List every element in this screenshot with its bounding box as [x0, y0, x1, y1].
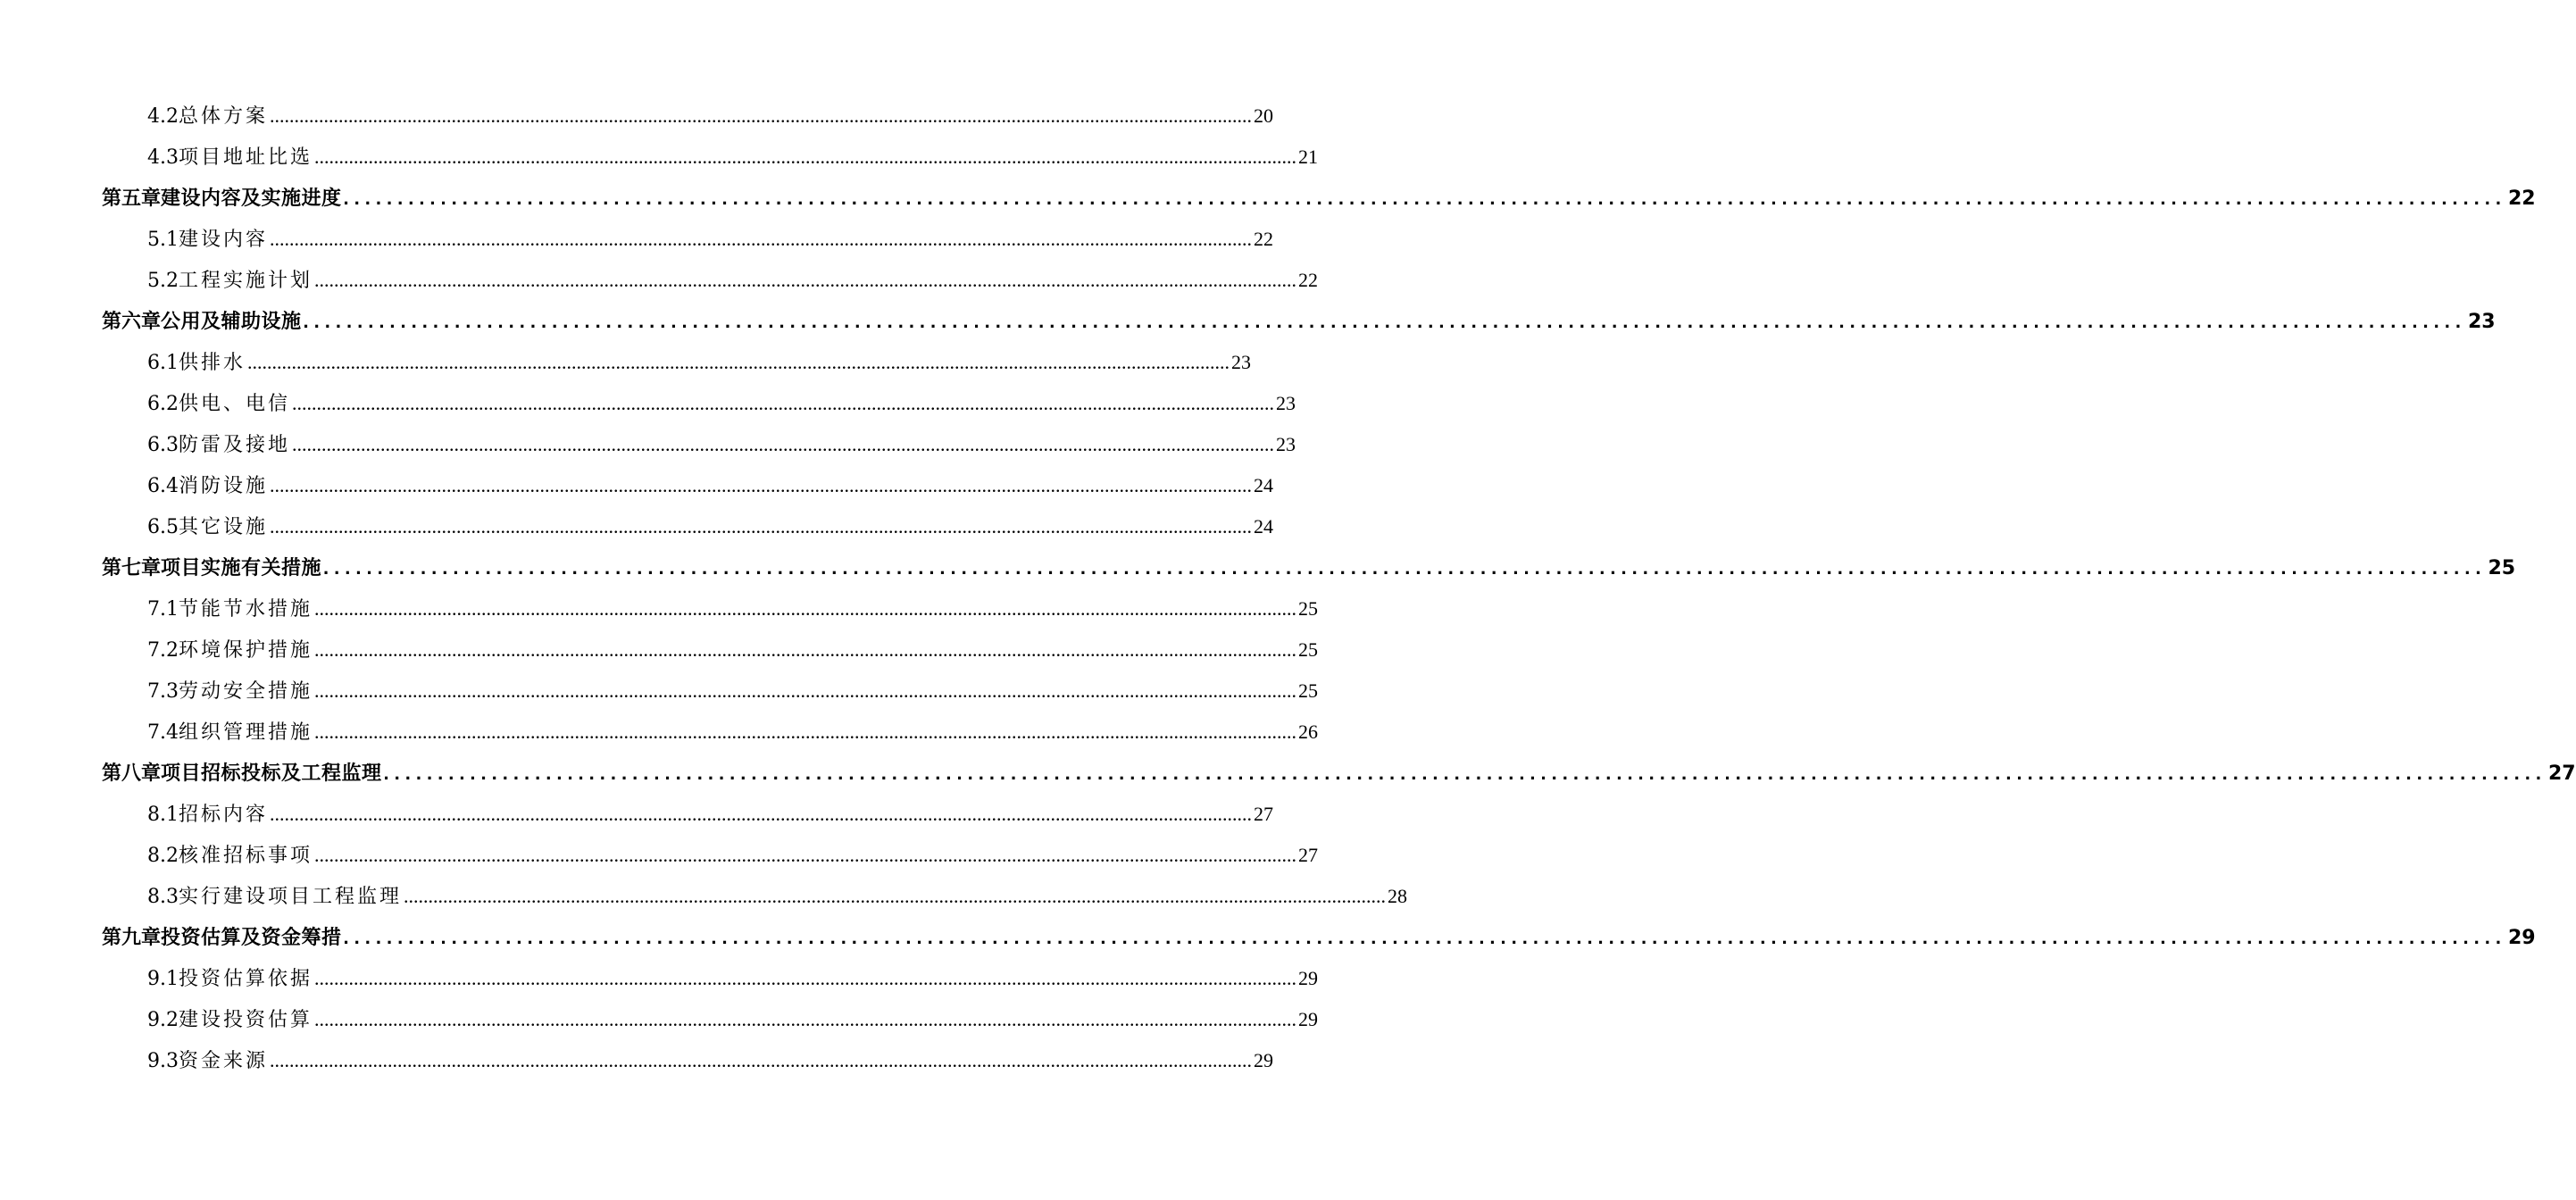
toc-entry-page: 25: [1298, 638, 1319, 661]
toc-entry-title: 总体方案: [179, 105, 269, 128]
toc-chapter-page: 27: [2548, 762, 2576, 785]
toc-leader-dots: ........................................................................................................................................................................................................: [314, 721, 1297, 743]
toc-entry-number: 8.1: [147, 804, 179, 826]
toc-leader-dots: ........................................................................................................................................................................................................: [404, 885, 1387, 907]
toc-chapter-page: 25: [2488, 557, 2516, 579]
toc-leader-dots: ........................................................................................................................................................................................................: [270, 104, 1253, 127]
toc-entry[interactable]: [102, 137, 1319, 178]
toc-leader-dots: ........................................................................................................................................................................................................: [292, 392, 1275, 414]
toc-entry-number: 8.2: [147, 845, 179, 867]
toc-leader-dots: ........................................................................................................................................................................................................: [270, 515, 1253, 538]
toc-entry-page: 24: [1254, 515, 1274, 538]
toc-chapter-number: 第六章: [102, 311, 162, 333]
toc-entry-page: 29: [1298, 967, 1319, 989]
toc-entry[interactable]: [102, 96, 1274, 137]
toc-entry[interactable]: [102, 835, 1319, 876]
toc-entry-number: 5.1: [147, 229, 179, 251]
toc-leader-dots: ........................................................................................................................................................................................................: [303, 310, 2466, 332]
toc-entry-title: 环境保护措施: [179, 639, 313, 662]
toc-entry[interactable]: [102, 876, 1408, 917]
toc-entry-title: 供电、电信: [179, 393, 291, 415]
toc-entry[interactable]: [102, 506, 1274, 547]
toc-entry-page: 28: [1388, 885, 1408, 907]
toc-entry-number: 7.1: [147, 598, 179, 621]
toc-chapter-title: 项目招标投标及工程监理: [161, 762, 382, 785]
toc-leader-dots: ........................................................................................................................................................................................................: [314, 967, 1297, 989]
toc-entry-page: 29: [1254, 1049, 1274, 1071]
toc-chapter-entry[interactable]: [102, 301, 2496, 342]
toc-entry[interactable]: [102, 588, 1319, 629]
toc-leader-dots: ........................................................................................................................................................................................................: [314, 844, 1297, 866]
toc-leader-dots: ........................................................................................................................................................................................................: [383, 762, 2547, 784]
toc-entry-number: 9.1: [147, 968, 179, 990]
toc-chapter-page: 23: [2468, 311, 2496, 333]
toc-entry-title: 建设投资估算: [179, 1009, 313, 1031]
toc-entry-page: 23: [1276, 392, 1296, 414]
toc-leader-dots: ........................................................................................................................................................................................................: [292, 433, 1275, 455]
toc-leader-dots: ........................................................................................................................................................................................................: [314, 146, 1297, 168]
toc-chapter-page: 29: [2508, 927, 2536, 949]
toc-entry-number: 5.2: [147, 270, 179, 292]
toc-entry-page: 21: [1298, 146, 1319, 168]
toc-entry[interactable]: [102, 999, 1319, 1040]
toc-chapter-number: 第九章: [102, 927, 162, 949]
toc-entry[interactable]: [102, 383, 1296, 424]
toc-entry-title: 项目地址比选: [179, 146, 313, 169]
toc-entry-page: 22: [1254, 228, 1274, 250]
toc-entry[interactable]: [102, 629, 1319, 671]
toc-entry[interactable]: [102, 794, 1274, 835]
toc-chapter-number: 第五章: [102, 188, 162, 210]
toc-leader-dots: ........................................................................................................................................................................................................: [270, 1049, 1253, 1071]
toc-entry-number: 6.3: [147, 434, 179, 456]
toc-entry-number: 9.2: [147, 1009, 179, 1031]
toc-entry-page: 23: [1276, 433, 1296, 455]
toc-entry-title: 资金来源: [179, 1050, 269, 1072]
toc-entry-title: 其它设施: [179, 516, 269, 538]
toc-leader-dots: ........................................................................................................................................................................................................: [323, 556, 2487, 579]
toc-entry-title: 组织管理措施: [179, 721, 313, 744]
toc-entry-number: 4.3: [147, 146, 179, 169]
toc-leader-dots: ........................................................................................................................................................................................................: [314, 269, 1297, 291]
toc-entry-number: 8.3: [147, 886, 179, 908]
toc-leader-dots: ........................................................................................................................................................................................................: [343, 187, 2506, 209]
toc-entry-title: 消防设施: [179, 475, 269, 497]
toc-entry-title: 节能节水措施: [179, 598, 313, 621]
toc-entry-number: 7.4: [147, 721, 179, 744]
toc-entry-title: 建设内容: [179, 229, 269, 251]
toc-entry-number: 7.2: [147, 639, 179, 662]
toc-entry-page: 25: [1298, 597, 1319, 620]
toc-leader-dots: ........................................................................................................................................................................................................: [314, 679, 1297, 702]
toc-chapter-title: 投资估算及资金筹措: [161, 927, 342, 949]
toc-chapter-number: 第七章: [102, 557, 162, 579]
toc-entry[interactable]: [102, 958, 1319, 999]
toc-entry-page: 22: [1298, 269, 1319, 291]
toc-entry-page: 24: [1254, 474, 1274, 496]
toc-entry[interactable]: [102, 260, 1319, 301]
toc-entry-number: 6.5: [147, 516, 179, 538]
toc-entry-title: 实行建设项目工程监理: [179, 886, 403, 908]
toc-leader-dots: ........................................................................................................................................................................................................: [343, 926, 2506, 948]
toc-leader-dots: ........................................................................................................................................................................................................: [314, 1008, 1297, 1030]
toc-entry-page: 25: [1298, 679, 1319, 702]
toc-entry-title: 投资估算依据: [179, 968, 313, 990]
toc-entry[interactable]: [102, 465, 1274, 506]
toc-entry[interactable]: [102, 219, 1274, 260]
toc-entry-number: 4.2: [147, 105, 179, 128]
toc-entry-title: 工程实施计划: [179, 270, 313, 292]
toc-entry[interactable]: [102, 712, 1319, 753]
toc-chapter-title: 公用及辅助设施: [161, 311, 302, 333]
toc-leader-dots: ........................................................................................................................................................................................................: [270, 228, 1253, 250]
toc-entry-number: 6.4: [147, 475, 179, 497]
toc-chapter-page: 22: [2508, 188, 2536, 210]
toc-entry-page: 27: [1298, 844, 1319, 866]
toc-entry-page: 20: [1254, 104, 1274, 127]
toc-entry-title: 招标内容: [179, 804, 269, 826]
toc-chapter-entry[interactable]: [102, 547, 2516, 588]
toc-entry-title: 核准招标事项: [179, 845, 313, 867]
toc-chapter-entry[interactable]: [102, 753, 2576, 794]
table-of-contents: [102, 96, 2576, 1081]
toc-entry[interactable]: [102, 424, 1296, 465]
toc-chapter-entry[interactable]: [102, 178, 2536, 219]
toc-entry-number: 7.3: [147, 680, 179, 703]
toc-entry-title: 劳动安全措施: [179, 680, 313, 703]
toc-chapter-title: 建设内容及实施进度: [161, 188, 342, 210]
toc-chapter-entry[interactable]: [102, 917, 2536, 958]
toc-entry-page: 27: [1254, 803, 1274, 825]
toc-entry[interactable]: [102, 342, 1252, 383]
toc-entry-title: 供排水: [179, 352, 246, 374]
toc-chapter-title: 项目实施有关措施: [161, 557, 322, 579]
toc-leader-dots: ........................................................................................................................................................................................................: [270, 803, 1253, 825]
toc-chapter-number: 第八章: [102, 762, 162, 785]
toc-leader-dots: ........................................................................................................................................................................................................: [314, 638, 1297, 661]
toc-leader-dots: ........................................................................................................................................................................................................: [247, 351, 1230, 373]
toc-entry-page: 29: [1298, 1008, 1319, 1030]
toc-entry-number: 6.2: [147, 393, 179, 415]
toc-leader-dots: ........................................................................................................................................................................................................: [314, 597, 1297, 620]
toc-entry[interactable]: [102, 1040, 1274, 1081]
toc-entry[interactable]: [102, 671, 1319, 712]
toc-entry-page: 23: [1231, 351, 1252, 373]
toc-entry-number: 9.3: [147, 1050, 179, 1072]
toc-entry-title: 防雷及接地: [179, 434, 291, 456]
toc-entry-page: 26: [1298, 721, 1319, 743]
toc-entry-number: 6.1: [147, 352, 179, 374]
toc-leader-dots: ........................................................................................................................................................................................................: [270, 474, 1253, 496]
